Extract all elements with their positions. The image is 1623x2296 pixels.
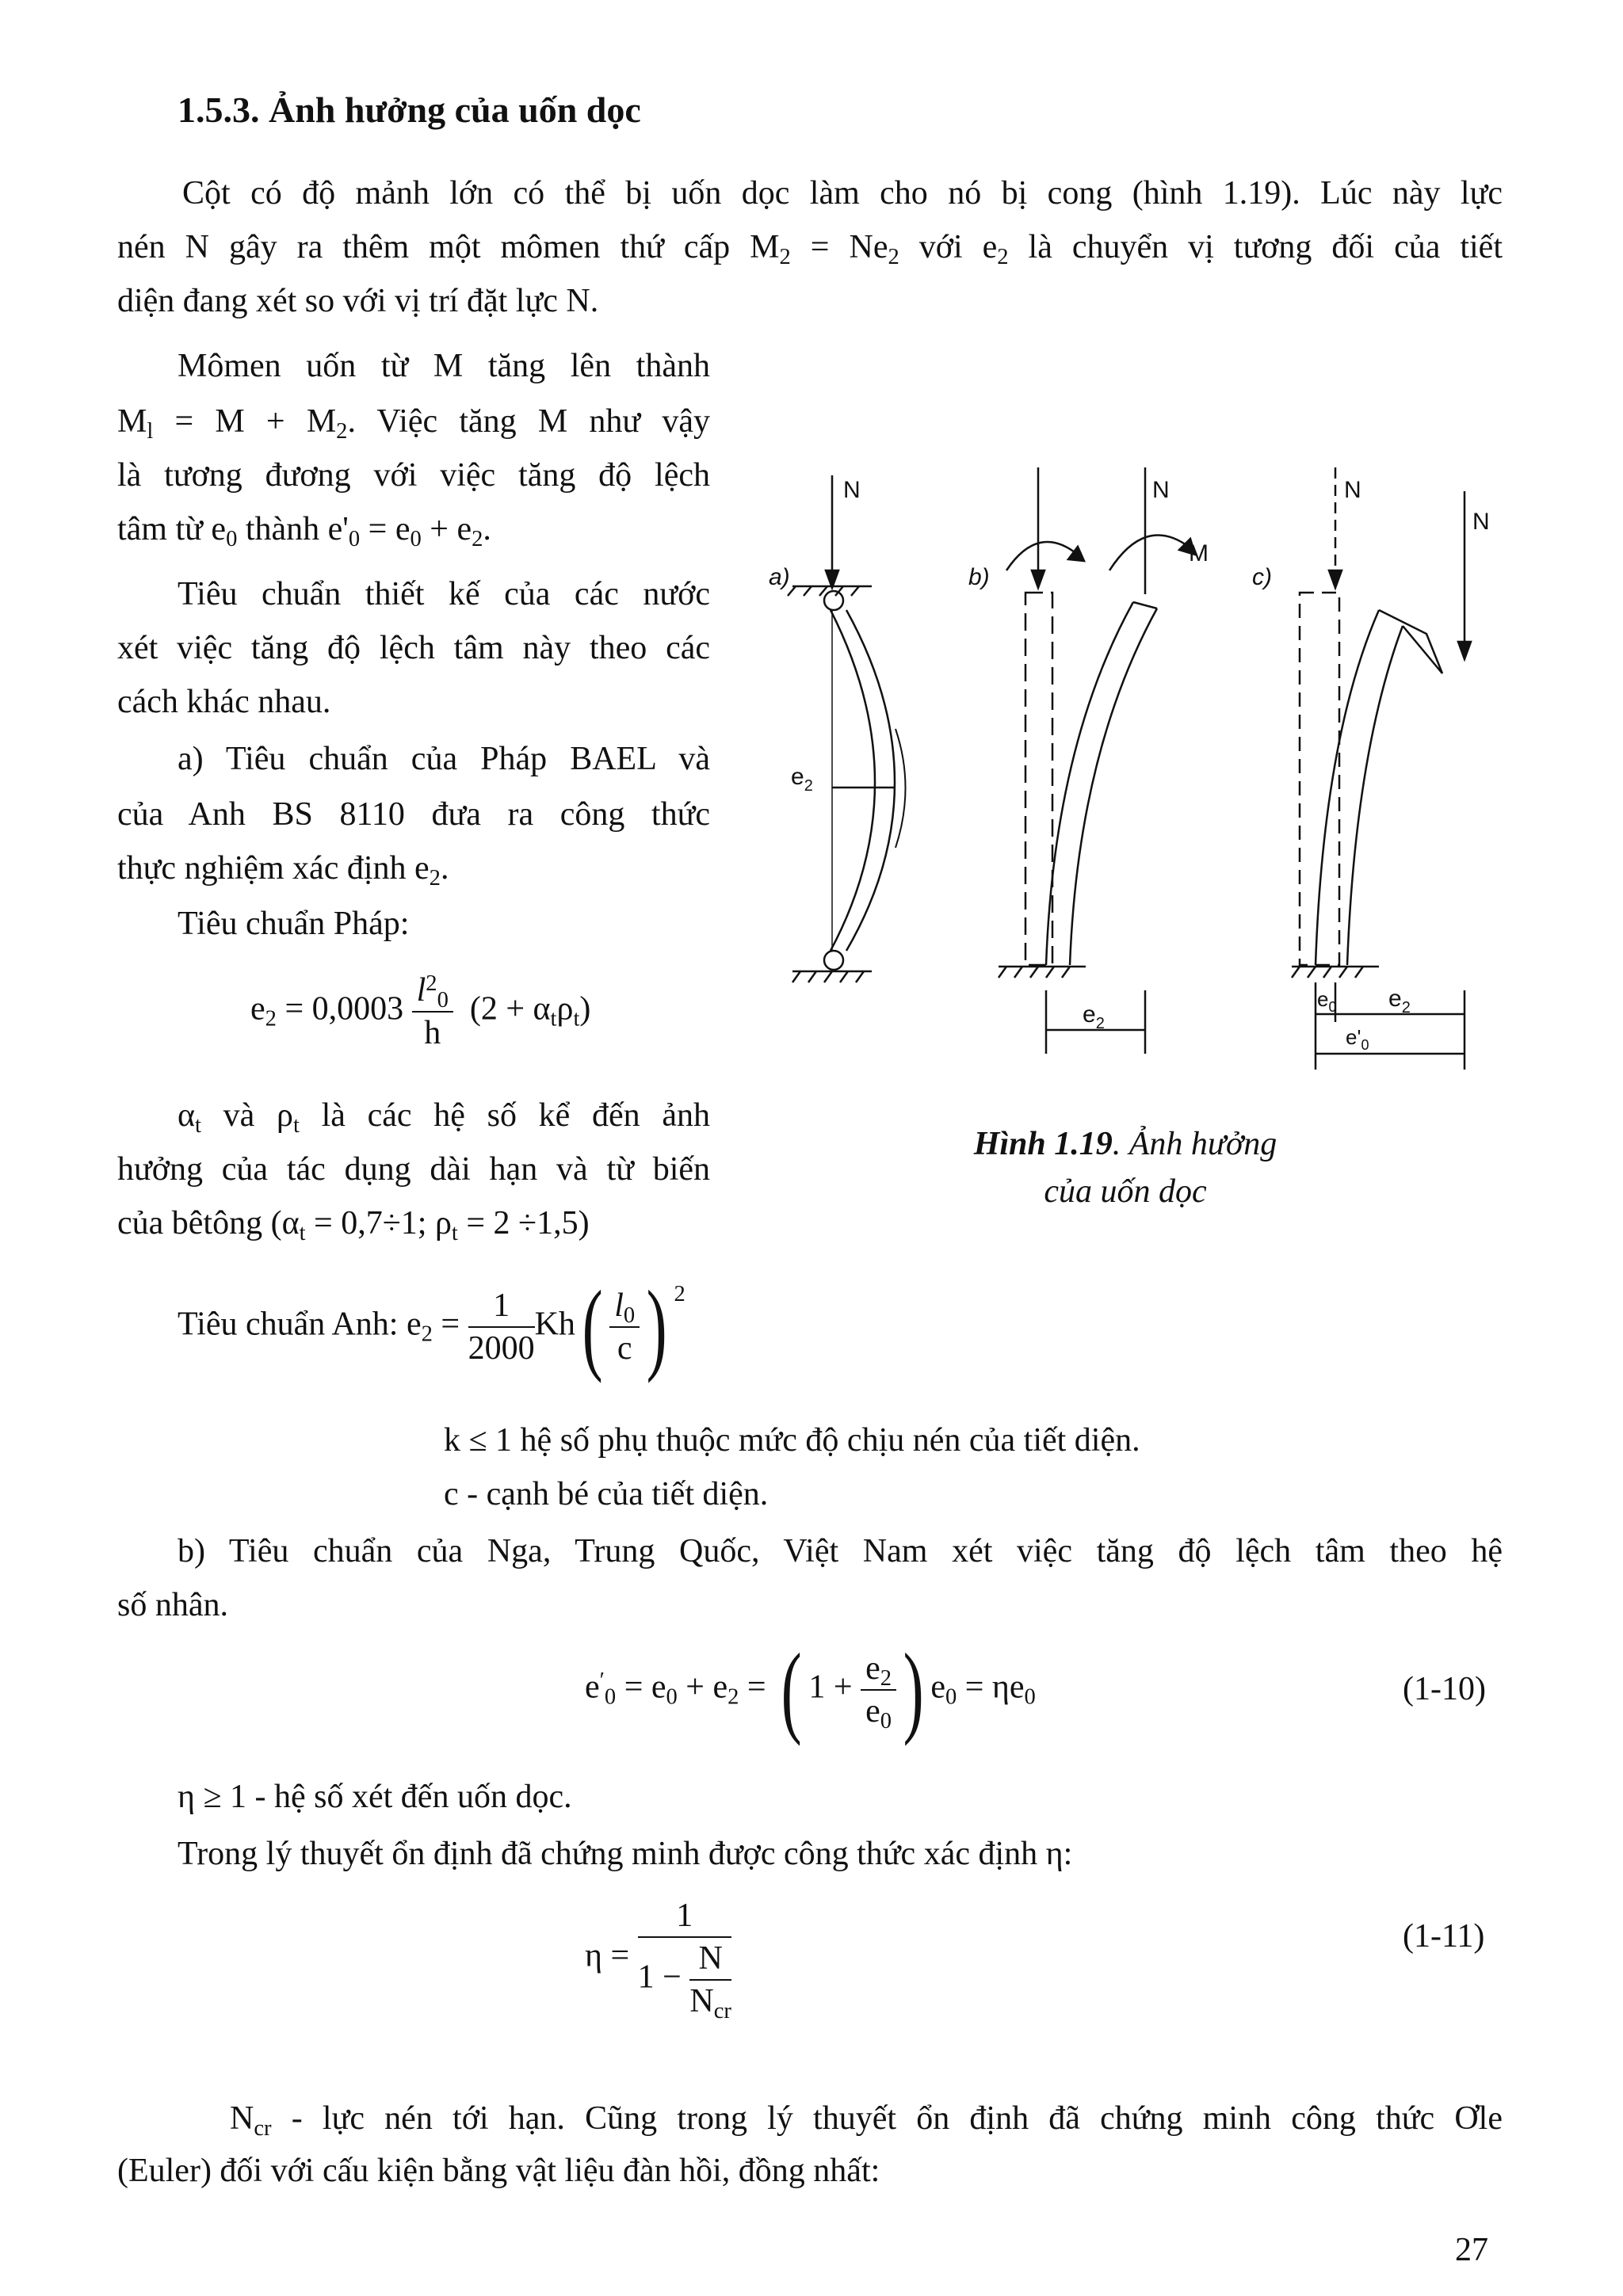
column-a-left-edge — [831, 610, 875, 951]
left-p1-line-1: Mômen uốn từ M tăng lên thành — [178, 348, 710, 384]
equation-1-11-fraction: 1 1 − $\frac{N}{N_{cr}}$ — [638, 1895, 731, 2022]
left-p2-line-1: Tiêu chuẩn thiết kế của các nước — [178, 576, 710, 612]
formula-france: $e_2 = 0,0003$ $\frac{l^2_0}{h}$ $(2 + \alpha_t\rho_t)$ — [250, 970, 590, 1054]
column-b-deflected-right — [1070, 608, 1157, 965]
column-c-top-block — [1379, 610, 1442, 673]
label-n-c2: N — [1472, 509, 1490, 535]
label-m-b: M — [1189, 540, 1209, 566]
equation-1-11: η = 1 1 − $\frac{N}{N_{cr}}$ — [585, 1895, 731, 2022]
left-p2-line-3: cách khác nhau. — [117, 684, 331, 720]
left-p5-line-2: hưởng của tác dụng dài hạn và từ biến — [117, 1151, 710, 1188]
label-e2-c: $e_2$ — [1388, 986, 1411, 1016]
intro-line-1: Cột có độ mảnh lớn có thể bị uốn dọc làm cho nó bị cong (hình 1.19). Lúc này lực — [182, 175, 1503, 212]
formula-uk: Tiêu chuẩn Anh: $e_2$ = $\frac{1}{2000}$ Kh( $\frac{l_0}{c}$ ) $^2$ — [178, 1270, 685, 1384]
part-b-line-2: số nhân. — [117, 1587, 228, 1623]
formula-france-fraction: $\frac{l^2_0}{h}$ — [412, 970, 453, 1054]
figure-1-19 — [745, 467, 1490, 1085]
section-title: 1.5.3. Ảnh hưởng của uốn dọc — [178, 90, 641, 130]
label-e0: $e_0$ — [1317, 987, 1337, 1015]
arrow-head-icon — [826, 570, 838, 588]
pin-bottom-icon — [824, 951, 843, 970]
left-p3-line-2: của Anh BS 8110 đưa ra công thức — [117, 796, 710, 833]
final-line-1: $N_{cr}$ - lực nén tới hạn. Cũng trong lý thuyết ổn định đã chứng minh công thức Ơle — [230, 2100, 1503, 2141]
hatch-bottom-b — [999, 967, 1070, 978]
label-b: b) — [968, 564, 990, 590]
left-p1-line-4: tâm từ $e_0$ thành $e'_0 = e_0 + e_2$. — [117, 511, 491, 551]
label-n-b: N — [1152, 477, 1170, 503]
eta-note: η ≥ 1 - hệ số xét đến uốn dọc. — [178, 1779, 572, 1815]
equation-1-11-number: (1-11) — [1403, 1918, 1485, 1955]
left-p3-line-1: a) Tiêu chuẩn của Pháp BAEL và — [178, 741, 710, 777]
pin-top-icon — [824, 591, 843, 610]
left-p5-line-3: của bêtông ($\alpha_t = 0,7\div 1$; $\rho_t = 2 \div 1,5$) — [117, 1205, 590, 1245]
arrow-head-icon — [1458, 642, 1471, 659]
moment-arc-b2 — [1109, 535, 1189, 570]
left-p4: Tiêu chuẩn Pháp: — [178, 906, 410, 942]
label-c: c) — [1252, 564, 1272, 590]
label-e2-b: $e_2$ — [1083, 1001, 1105, 1032]
arrow-head-icon — [1032, 570, 1044, 588]
label-n-c1: N — [1344, 477, 1361, 503]
uk-note-2: c - cạnh bé của tiết diện. — [444, 1476, 769, 1512]
label-e2-a: $e_2$ — [791, 764, 813, 795]
uk-note-1: k ≤ 1 hệ số phụ thuộc mức độ chịu nén của tiết diện. — [444, 1422, 1140, 1459]
hatch-top-a — [788, 586, 859, 596]
moment-arc-b1 — [1006, 542, 1078, 570]
equation-1-11-inner-fraction: $\frac{N}{N_{cr}}$ — [689, 1938, 731, 2022]
left-p5-line-1: $\alpha_t$ và $\rho_t$ là các hệ số kể đến ảnh — [178, 1097, 710, 1138]
column-c-deflected-left — [1316, 610, 1379, 965]
figure-caption: Hình 1.19. Ảnh hưởng của uốn dọc — [973, 1126, 1277, 1210]
label-n-a: N — [843, 477, 861, 503]
formula-uk-inner-fraction: $\frac{l_0}{c}$ — [609, 1285, 640, 1369]
page-number: 27 — [1455, 2232, 1488, 2268]
label-a: a) — [769, 564, 790, 590]
formula-uk-fraction: $\frac{1}{2000}$ — [468, 1285, 535, 1369]
hatch-bottom-a — [792, 971, 864, 982]
equation-1-10: $e'_0 = e_0 + e_2$ = ( 1 + $\frac{e_2}{e_0}$ ) $e_0 = \eta e_0$ — [585, 1633, 1036, 1747]
part-b-line-1: b) Tiêu chuẩn của Nga, Trung Quốc, Việt Nam xét việc tăng độ lệch tâm theo hệ — [178, 1533, 1503, 1569]
intro-line-3: diện đang xét so với vị trí đặt lực N. — [117, 283, 599, 319]
stability-line: Trong lý thuyết ổn định đã chứng minh được công thức xác định η: — [178, 1836, 1073, 1872]
equation-1-10-number: (1-10) — [1403, 1671, 1486, 1707]
left-p3-line-3: thực nghiệm xác định $e_2$. — [117, 850, 449, 891]
column-b-deflected-left — [1046, 602, 1133, 965]
left-p1-line-2: $M_l = M + M_2$. Việc tăng M như vậy — [117, 403, 711, 444]
arrow-head-icon — [1329, 570, 1342, 588]
equation-1-10-fraction: $\frac{e_2}{e_0}$ — [861, 1648, 896, 1732]
left-p1-line-3: là tương đương với việc tăng độ lệch — [117, 457, 710, 494]
label-e0-prime: $e'_0$ — [1346, 1025, 1369, 1053]
final-line-2: (Euler) đối với cấu kiện bằng vật liệu đàn hồi, đồng nhất: — [117, 2153, 880, 2189]
intro-line-2: nén N gây ra thêm một mômen thứ cấp $M_2 = Ne_2$ với $e_2$ là chuyển vị tương đối của tiết — [117, 229, 1503, 269]
hatch-bottom-c — [1292, 967, 1363, 978]
left-p2-line-2: xét việc tăng độ lệch tâm này theo các — [117, 630, 710, 666]
